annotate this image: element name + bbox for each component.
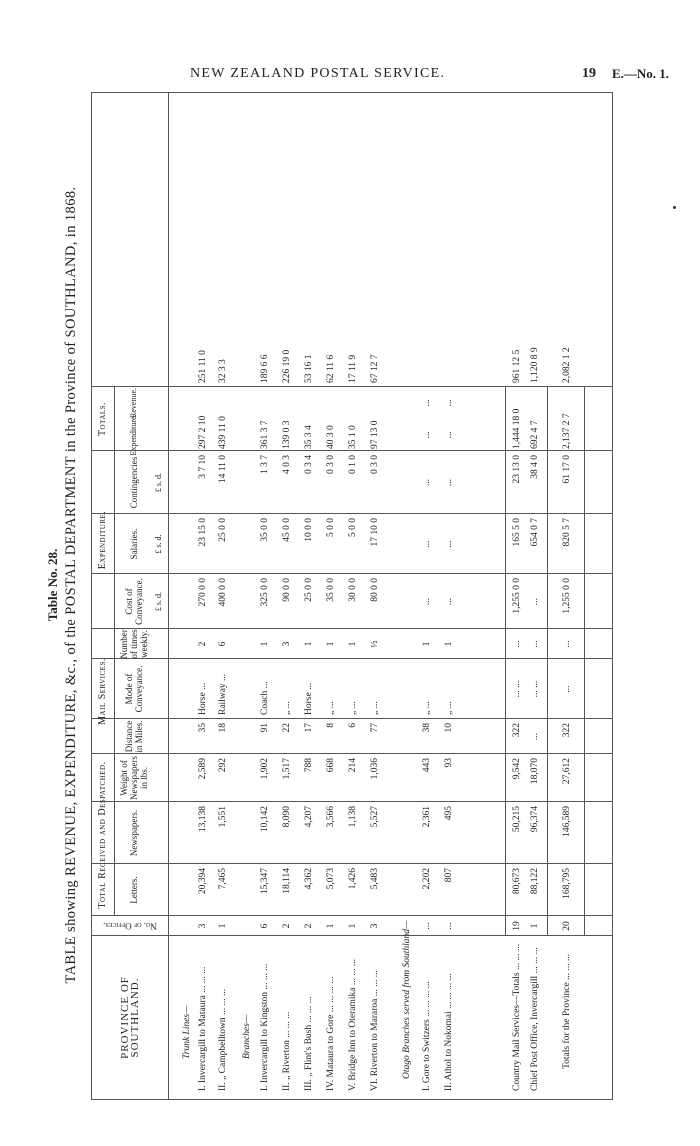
row-offices: 20 [562, 921, 572, 931]
row-mode: „ ... [282, 701, 292, 715]
row-salaries: 654 0 7 [530, 518, 540, 547]
row-offices: 1 [530, 923, 540, 929]
row-contingencies: 14 11 0 [218, 455, 228, 484]
row-cost: 35 0 0 [326, 578, 336, 602]
running-title: NEW ZEALAND POSTAL SERVICE. [190, 66, 446, 81]
row-contingencies: 0 3 0 [326, 455, 336, 474]
row-weight: 1,902 [260, 758, 270, 780]
letters-header: Letters. [129, 876, 139, 904]
row-letters: 7,465 [218, 868, 228, 890]
row-name: Chief Post Office, Invercargill ... ... ... [530, 947, 540, 1091]
row-revenue: 961 12 5 [512, 349, 522, 383]
row-cost: 325 0 0 [260, 578, 270, 607]
row-distance: 77 [370, 723, 380, 733]
row-cost: ... [422, 597, 432, 606]
row-letters: 4,362 [304, 868, 314, 890]
row-times: 3 [282, 641, 292, 647]
row-weight: 9,542 [512, 758, 522, 780]
row-name: Totals for the Province ... ... ... [562, 953, 572, 1069]
row-weight: 1,517 [282, 758, 292, 780]
units-salaries: £ s. d. [154, 534, 163, 554]
row-letters: 88,122 [530, 868, 540, 895]
row-contingencies: ... [422, 478, 432, 487]
row-newspapers: 50,215 [512, 806, 522, 833]
row-times: ... [512, 640, 522, 648]
row-letters: 80,673 [512, 868, 522, 895]
row-cost: 400 0 0 [218, 578, 228, 607]
row-newspapers: 96,374 [530, 806, 540, 833]
row-times: ... [562, 640, 572, 648]
row-expenditure: 1,444 18 0 [512, 408, 522, 449]
row-cost: 25 0 0 [304, 578, 314, 602]
row-offices: 6 [260, 923, 270, 929]
cost-header: Cost of Conveyance. [124, 578, 144, 625]
mail-services-header: Mail Services. [97, 658, 108, 725]
row-offices: 19 [512, 921, 522, 931]
row-expenditure: 2,137 2 7 [562, 413, 572, 449]
row-cost: 90 0 0 [282, 578, 292, 602]
row-revenue: 2,082 1 2 [562, 347, 572, 383]
row-contingencies: 3 7 10 [198, 455, 208, 479]
table-caption: TABLE showing REVENUE, EXPENDITURE, &c., of the POSTAL DEPARTMENT in the Province of SOUTHLAND, in 1868. [63, 186, 79, 984]
weight-header: Weight of Newspapers in lbs. [119, 756, 149, 800]
section-otago-branches: Otago Branches served from Southland— [402, 920, 412, 1079]
times-weekly-header: Number of times weekly. [119, 629, 149, 659]
row-mode: „ ... [326, 701, 336, 715]
row-revenue: 1,120 8 9 [530, 347, 540, 383]
row-contingencies: 61 17 0 [562, 455, 572, 484]
row-newspapers: 2,361 [422, 806, 432, 828]
row-salaries: 5 0 0 [348, 518, 358, 537]
row-offices: 1 [348, 923, 358, 929]
contingencies-header: Contingencies [129, 456, 139, 509]
row-salaries: 10 0 0 [304, 518, 314, 542]
row-revenue: 251 11 0 [198, 350, 208, 383]
row-contingencies: 0 3 4 [304, 455, 314, 474]
row-salaries: 17 10 0 [370, 518, 380, 547]
row-salaries: 165 5 0 [512, 518, 522, 547]
row-revenue: 17 11 9 [348, 354, 358, 383]
row-newspapers: 13,138 [198, 806, 208, 833]
row-contingencies: ... [444, 478, 454, 487]
row-revenue: 32 3 3 [218, 359, 228, 383]
row-times: ½ [370, 640, 380, 648]
row-expenditure: 35 3 4 [304, 425, 314, 449]
row-distance: 38 [422, 723, 432, 733]
offices-header: No. of Offices. [103, 921, 157, 931]
row-times: 1 [304, 641, 314, 647]
row-name: II. „ Campbelltown ... ... ... [218, 988, 228, 1091]
row-distance: 91 [260, 723, 270, 733]
row-salaries: 23 15 0 [198, 518, 208, 547]
total-expenditure-header: Expenditure. [129, 414, 138, 456]
row-weight: 668 [326, 758, 336, 773]
row-letters: 5,483 [370, 868, 380, 890]
document-reference: E.—No. 1. [612, 66, 670, 81]
row-times: 1 [422, 641, 432, 647]
row-letters: 1,426 [348, 868, 358, 890]
row-salaries: 820 5 7 [562, 518, 572, 547]
row-revenue: 62 11 6 [326, 354, 336, 383]
row-letters: 807 [444, 868, 454, 883]
row-name: V. Bridge Inn to Oteramika ... ... ... [348, 958, 358, 1091]
row-distance: 17 [304, 723, 314, 733]
row-expenditure: 97 13 0 [370, 420, 380, 449]
row-cost: 1,255 0 0 [512, 578, 522, 614]
row-name: III. „ Flint's Bush ... ... ... [304, 996, 314, 1091]
row-name: I. Invercargill to Kingston ... ... ... [260, 963, 270, 1091]
row-offices: 1 [326, 923, 336, 929]
row-distance: 10 [444, 723, 454, 733]
row-expenditure: ... [444, 431, 454, 439]
row-mode: „ ... [444, 701, 454, 715]
row-distance: 322 [562, 723, 572, 738]
row-weight: 788 [304, 758, 314, 773]
row-times: 2 [198, 641, 208, 647]
row-name: I. Gore to Switzers ... ... ... ... [422, 981, 432, 1091]
row-cost: ... [444, 597, 454, 606]
province-header: PROVINCE OF SOUTHLAND. [119, 976, 141, 1059]
row-newspapers: 3,566 [326, 806, 336, 828]
total-received-header: Total Received and Despatched. [97, 761, 108, 909]
page-number: 19 [582, 66, 596, 81]
row-cost: 1,255 0 0 [562, 578, 572, 614]
row-mode: ... ... [530, 680, 540, 698]
ink-speck [673, 206, 676, 209]
expenditure-header: Expenditure. [97, 510, 108, 570]
row-letters: 15,347 [260, 868, 270, 895]
row-newspapers: 1,138 [348, 806, 358, 828]
row-letters: 20,394 [198, 868, 208, 895]
row-mode: „ ... [348, 701, 358, 715]
row-name: Country Mail Services—Totals ... ... ... [512, 943, 522, 1091]
row-newspapers: 146,589 [562, 806, 572, 837]
row-offices: 3 [370, 923, 380, 929]
row-distance: 18 [218, 723, 228, 733]
row-revenue: 226 19 0 [282, 349, 292, 383]
row-expenditure: 139 0 3 [282, 420, 292, 449]
row-times: 1 [260, 641, 270, 647]
row-name: II. Athol to Nokomai ... ... ... ... [444, 973, 454, 1091]
row-revenue: 53 16 1 [304, 354, 314, 383]
row-weight: 443 [422, 758, 432, 773]
row-mode: ... [562, 685, 572, 693]
row-letters: 5,073 [326, 868, 336, 890]
row-contingencies: 23 13 0 [512, 455, 522, 484]
section-trunk-lines: Trunk Lines— [182, 1005, 192, 1059]
row-offices: 2 [304, 923, 314, 929]
row-times: 1 [348, 641, 358, 647]
row-revenue: 67 12 7 [370, 354, 380, 383]
row-times: 1 [326, 641, 336, 647]
row-mode: Horse ... [304, 682, 314, 715]
row-offices: ... [422, 922, 432, 930]
salaries-header: Salaries. [129, 528, 139, 560]
row-mode: Horse ... [198, 682, 208, 715]
row-expenditure: 439 11 0 [218, 416, 228, 449]
table-number: Table No. 28. [45, 548, 60, 622]
row-salaries: ... [422, 540, 432, 548]
row-expenditure: 40 3 0 [326, 425, 336, 449]
row-newspapers: 495 [444, 806, 454, 821]
row-times: ... [530, 640, 540, 648]
row-distance: 22 [282, 723, 292, 733]
row-mode: Railway ... [218, 673, 228, 715]
mode-header: Mode of Conveyance. [124, 665, 144, 713]
row-offices: ... [444, 922, 454, 930]
row-name: IV. Mataura to Gore ... ... ... ... [326, 976, 336, 1091]
row-mode: Coach ... [260, 681, 270, 715]
row-cost: 80 0 0 [370, 578, 380, 602]
row-revenue: ... [444, 399, 454, 407]
row-times: 1 [444, 641, 454, 647]
row-expenditure: 692 4 7 [530, 420, 540, 449]
row-cost: 30 0 0 [348, 578, 358, 602]
row-newspapers: 10,142 [260, 806, 270, 833]
row-mode: „ ... [422, 701, 432, 715]
row-mode: „ ... [370, 701, 380, 715]
row-contingencies: 0 3 0 [370, 455, 380, 474]
row-distance: 6 [348, 723, 358, 728]
revenue-table [91, 92, 613, 1100]
totals-header: Totals. [97, 401, 108, 437]
units-contingencies: £ s. d. [154, 472, 163, 493]
row-weight: 27,612 [562, 758, 572, 785]
row-weight: 1,036 [370, 758, 380, 780]
row-distance: 8 [326, 723, 336, 728]
row-letters: 18,114 [282, 868, 292, 894]
row-salaries: ... [444, 540, 454, 548]
row-contingencies: 0 1 0 [348, 455, 358, 474]
row-expenditure: 297 2 10 [198, 415, 208, 449]
row-letters: 168,795 [562, 868, 572, 899]
row-letters: 2,202 [422, 868, 432, 890]
row-salaries: 5 0 0 [326, 518, 336, 537]
rotated-table-block [45, 60, 635, 1110]
row-name: VI. Riverton to Mararoa ... ... ... [370, 970, 380, 1091]
row-weight: 93 [444, 758, 454, 768]
section-branches: Branches— [242, 1014, 252, 1059]
row-times: 6 [218, 641, 228, 647]
newspapers-header: Newspapers. [129, 809, 139, 857]
distance-header: Distance in Miles. [124, 720, 144, 753]
row-weight: 2,589 [198, 758, 208, 780]
row-newspapers: 5,527 [370, 806, 380, 828]
row-weight: 292 [218, 758, 228, 773]
row-salaries: 25 0 0 [218, 518, 228, 542]
row-contingencies: 1 3 7 [260, 455, 270, 474]
row-distance: 322 [512, 723, 522, 738]
row-revenue: ... [422, 399, 432, 407]
row-distance: ... [530, 732, 540, 741]
row-name: II. „ Riverton ... ... ... [282, 1011, 292, 1091]
row-offices: 3 [198, 923, 208, 929]
row-revenue: 189 6 6 [260, 354, 270, 383]
row-newspapers: 8,090 [282, 806, 292, 828]
units-cost: £ s. d. [154, 591, 163, 612]
row-contingencies: 4 0 3 [282, 455, 292, 474]
row-salaries: 45 0 0 [282, 518, 292, 542]
row-contingencies: 38 4 0 [530, 455, 540, 479]
row-cost: ... [530, 597, 540, 606]
row-expenditure: ... [422, 431, 432, 439]
row-offices: 1 [218, 923, 228, 929]
row-weight: 214 [348, 758, 358, 773]
row-mode: ... ... [512, 680, 522, 698]
row-distance: 35 [198, 723, 208, 733]
row-expenditure: 361 3 7 [260, 420, 270, 449]
row-weight: 18,070 [530, 758, 540, 785]
revenue-header: Revenue. [129, 388, 138, 418]
row-offices: 2 [282, 923, 292, 929]
row-newspapers: 1,551 [218, 806, 228, 828]
row-name: I. Invercargill to Mataura ... ... ... [198, 966, 208, 1091]
row-newspapers: 4,207 [304, 806, 314, 828]
row-expenditure: 35 1 0 [348, 425, 358, 449]
row-salaries: 35 0 0 [260, 518, 270, 542]
row-cost: 270 0 0 [198, 578, 208, 607]
